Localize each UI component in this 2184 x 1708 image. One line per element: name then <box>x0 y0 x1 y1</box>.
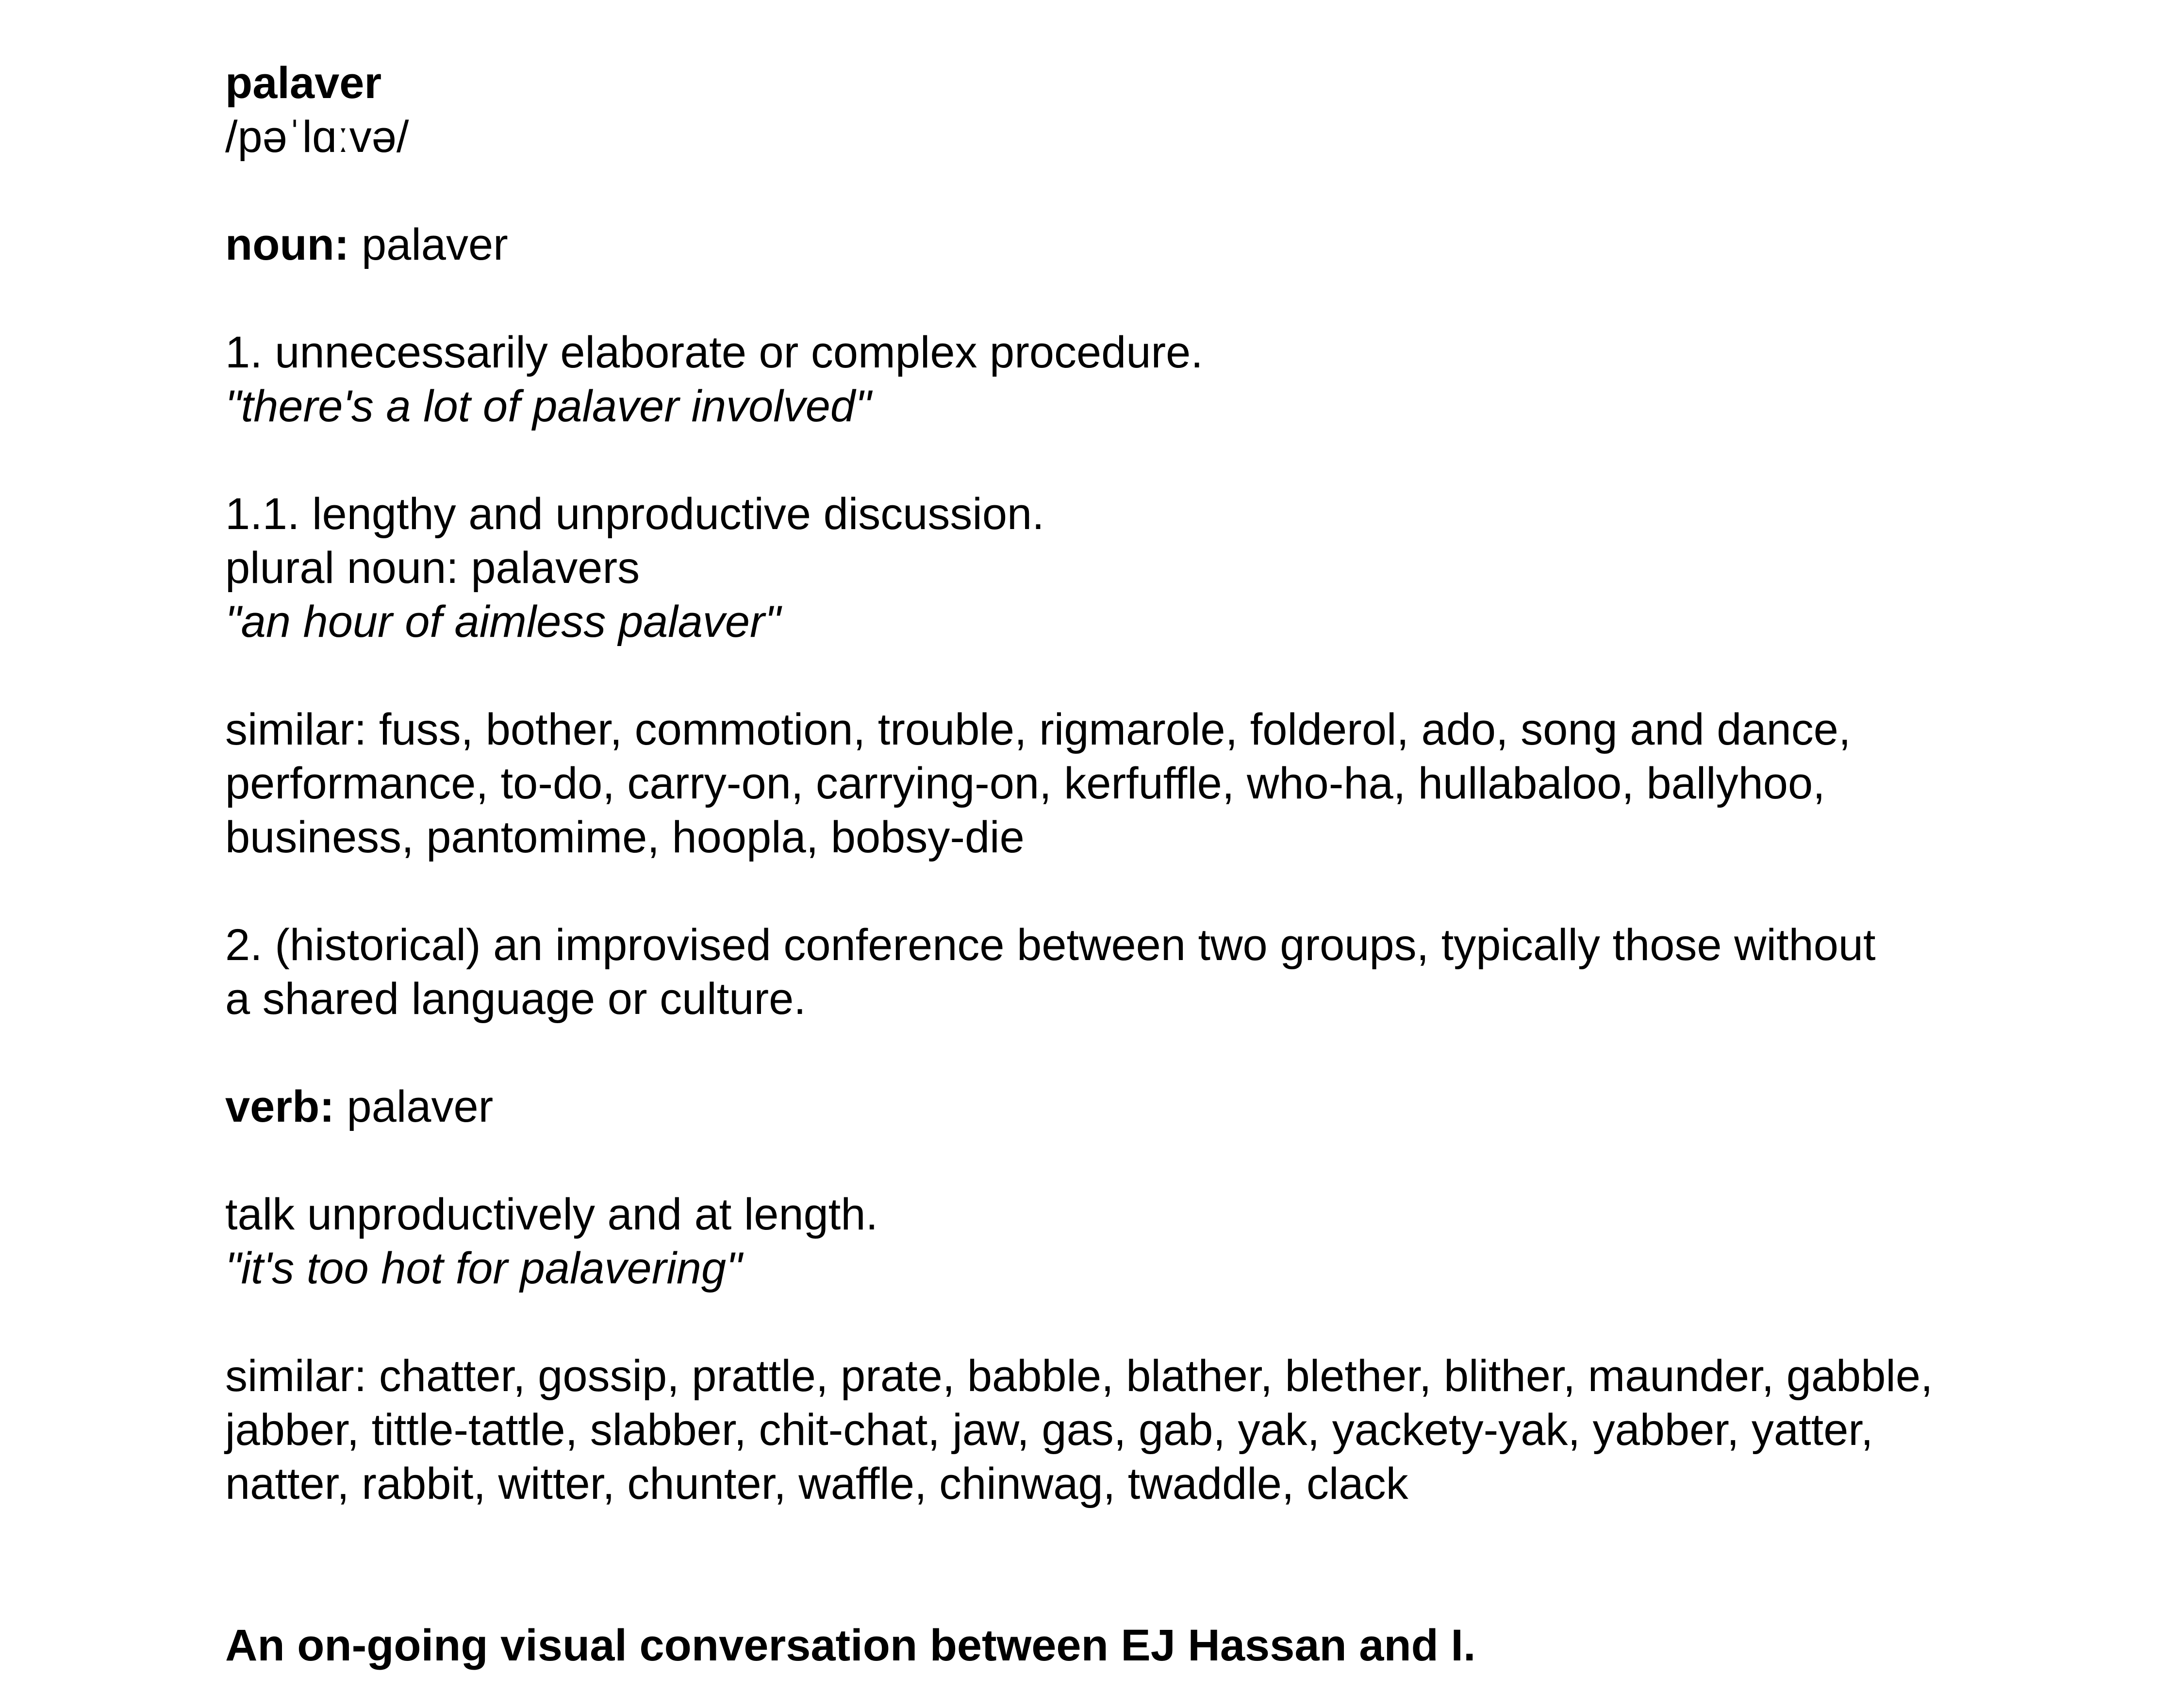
noun-sense-2-line: 2. (historical) an improvised conference between two groups, typically those without <box>225 920 1876 970</box>
noun-sense-1-definition: 1. unnecessarily elaborate or complex procedure. <box>225 328 1203 377</box>
noun-sense-1-1-example: "an hour of aimless palaver" <box>225 597 781 647</box>
spacer <box>225 1134 2021 1188</box>
footer-note: An on-going visual conversation between EJ Hassan and I. <box>225 1621 1476 1670</box>
spacer <box>225 433 2021 487</box>
noun-sense-1-example: "there's a lot of palaver involved" <box>225 381 871 431</box>
noun-sense-2-line: a shared language or culture. <box>225 974 806 1024</box>
noun-sense-1-1-definition: 1.1. lengthy and unproductive discussion. <box>225 489 1044 539</box>
verb-similar-line: similar: chatter, gossip, prattle, prate, babble, blather, blether, blither, maunder, gabble, <box>225 1351 1933 1401</box>
verb-similar-line: natter, rabbit, witter, chunter, waffle, chinwag, twaddle, clack <box>225 1459 1408 1509</box>
noun-similar-line: performance, to-do, carry-on, carrying-on, kerfuffle, who-ha, hullabaloo, ballyhoo, <box>225 759 1825 808</box>
verb-heading <box>225 1080 2021 1134</box>
spacer <box>225 1511 2021 1619</box>
spacer <box>225 649 2021 703</box>
verb-form: palaver <box>347 1082 494 1131</box>
pronunciation: /pəˈlɑːvə/ <box>225 112 409 162</box>
spacer <box>225 1295 2021 1349</box>
verb-example: "it's too hot for palavering" <box>225 1244 742 1293</box>
spacer <box>225 164 2021 218</box>
noun-label: noun: <box>225 220 349 269</box>
noun-heading <box>225 218 2021 272</box>
verb-definition: talk unproductively and at length. <box>225 1190 878 1239</box>
noun-form: palaver <box>362 220 508 269</box>
noun-plural-form: plural noun: palavers <box>225 543 640 593</box>
headword: palaver <box>225 58 382 108</box>
noun-similar-line: business, pantomime, hoopla, bobsy-die <box>225 813 1025 862</box>
spacer <box>225 864 2021 918</box>
verb-similar-line: jabber, tittle-tattle, slabber, chit-chat, jaw, gas, gab, yak, yackety-yak, yabber, yatter, <box>225 1405 1873 1455</box>
spacer <box>225 1026 2021 1080</box>
dictionary-entry <box>225 56 2021 1673</box>
noun-similar-line: similar: fuss, bother, commotion, trouble, rigmarole, folderol, ado, song and dance, <box>225 705 1851 754</box>
spacer <box>225 272 2021 326</box>
verb-label: verb: <box>225 1082 334 1131</box>
